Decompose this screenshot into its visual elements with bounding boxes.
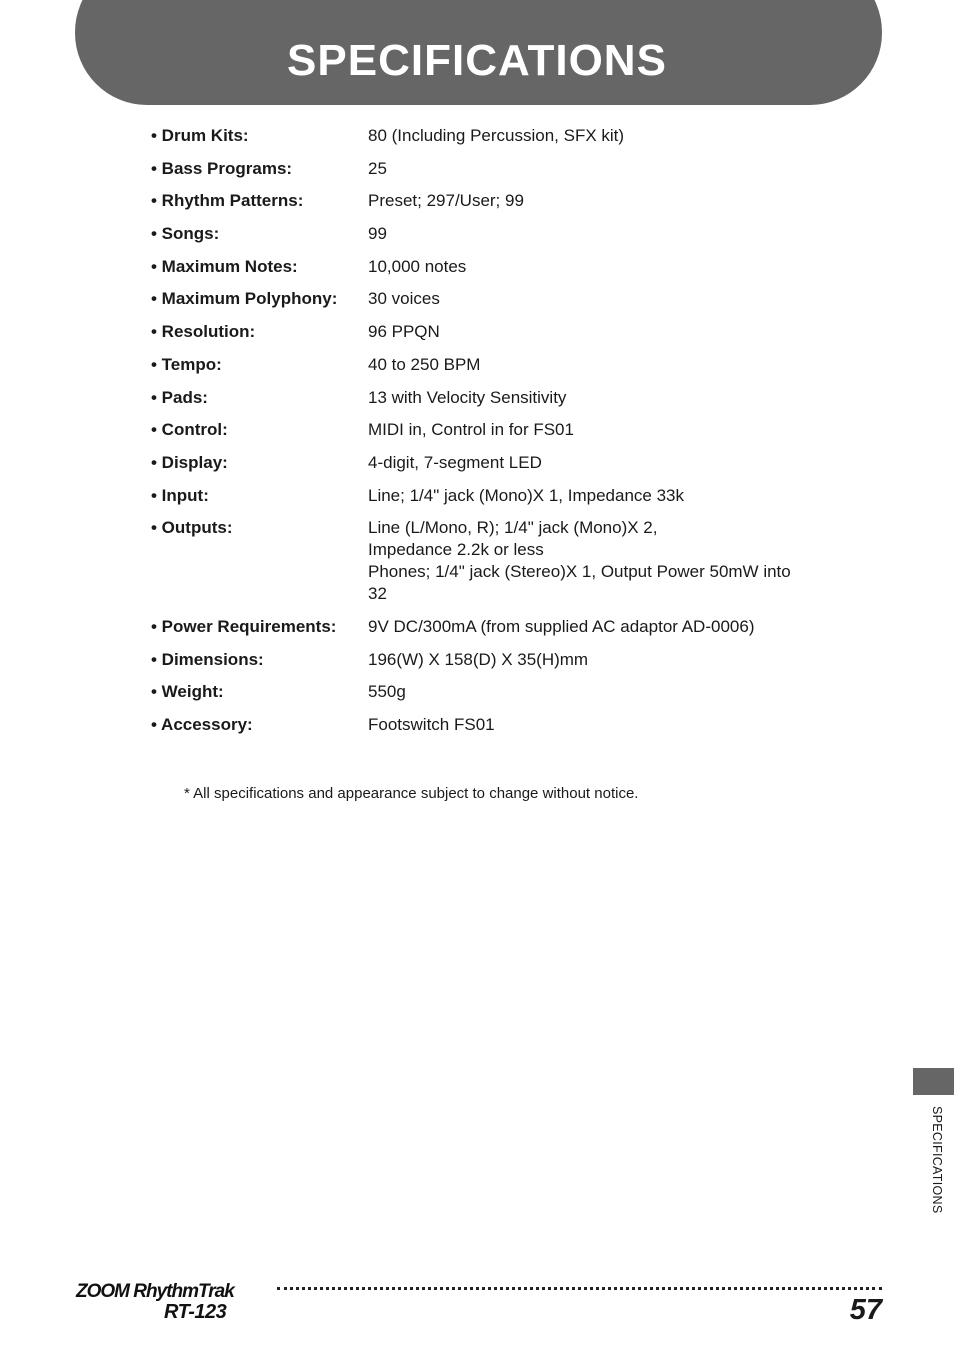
spec-label: • Accessory: [151, 715, 253, 734]
page-number: 57 [849, 1294, 882, 1326]
spec-label: • Outputs: [151, 518, 233, 538]
spec-label: • Weight: [151, 682, 224, 702]
section-tab-label: SPECIFICATIONS [930, 1106, 944, 1214]
spec-label: • Input: [151, 485, 209, 505]
spec-label: • Songs: [151, 224, 220, 244]
footer-dotted-rule [277, 1287, 882, 1290]
spec-row [151, 616, 851, 638]
spec-value [368, 321, 851, 343]
spec-value-line: 550g [368, 682, 406, 702]
spec-value-line: Line (L/Mono, R); 1/4" jack (Mono)X 2, [368, 518, 658, 538]
spec-value-line: 25 [368, 158, 387, 178]
spec-label: • Bass Programs: [151, 158, 293, 178]
spec-value-line: 32 [368, 584, 387, 604]
spec-row [151, 485, 851, 507]
spec-row [151, 321, 851, 343]
spec-value-line: 99 [368, 224, 387, 244]
spec-value-line: 196(W) X 158(D) X 35(H)mm [368, 649, 589, 669]
spec-value-line: Preset; 297/User; 99 [368, 191, 524, 211]
spec-label: • Display: [151, 452, 228, 472]
section-tab-marker [913, 1068, 954, 1095]
spec-value-line: 13 with Velocity Sensitivity [368, 387, 567, 407]
spec-value-line: 30 voices [368, 289, 440, 309]
spec-row [151, 223, 851, 245]
spec-value [368, 649, 851, 671]
spec-value-line: 40 to 250 BPM [368, 354, 481, 374]
footnote: * All specifications and appearance subject to change without notice. [184, 785, 639, 802]
spec-row [151, 419, 851, 441]
spec-row [151, 125, 851, 147]
spec-value [368, 616, 851, 638]
spec-list [151, 125, 851, 747]
spec-value [368, 419, 851, 441]
brand-logo-line1: ZOOM RhythmTrak [76, 1281, 234, 1302]
spec-label: • Tempo: [151, 354, 222, 374]
spec-value [368, 223, 851, 245]
spec-row [151, 452, 851, 474]
spec-label: • Drum Kits: [151, 126, 249, 145]
spec-value [368, 517, 851, 605]
spec-value-line: 10,000 notes [368, 256, 467, 276]
spec-row [151, 288, 851, 310]
spec-value-line: Phones; 1/4" jack (Stereo)X 1, Output Power 50mW into [368, 562, 791, 582]
brand-logo [76, 1282, 266, 1322]
spec-row [151, 714, 851, 736]
spec-value [368, 256, 851, 278]
spec-value [368, 288, 851, 310]
spec-value-line: 96 PPQN [368, 322, 440, 342]
spec-value [368, 681, 851, 703]
spec-value [368, 125, 851, 147]
spec-row [151, 158, 851, 180]
spec-label: • Pads: [151, 387, 208, 407]
spec-value [368, 158, 851, 180]
page-title: SPECIFICATIONS [287, 36, 667, 85]
spec-label: • Resolution: [151, 322, 256, 342]
spec-row [151, 681, 851, 703]
spec-value-line: 80 (Including Percussion, SFX kit) [368, 126, 625, 145]
spec-row [151, 387, 851, 409]
spec-label: • Control: [151, 420, 228, 440]
spec-row [151, 649, 851, 671]
spec-row [151, 190, 851, 212]
spec-row [151, 354, 851, 376]
spec-value [368, 190, 851, 212]
spec-value-line: MIDI in, Control in for FS01 [368, 420, 574, 440]
spec-label: • Maximum Polyphony: [151, 289, 338, 309]
spec-value-line: 9V DC/300mA (from supplied AC adaptor AD-0006) [368, 616, 755, 636]
spec-label: • Dimensions: [151, 649, 264, 669]
spec-label: • Power Requirements: [151, 616, 337, 636]
spec-label: • Rhythm Patterns: [151, 191, 304, 211]
spec-value-line: Impedance 2.2k or less [368, 540, 544, 560]
spec-value-line: Footswitch FS01 [368, 715, 495, 734]
spec-value [368, 452, 851, 474]
spec-value [368, 354, 851, 376]
spec-row [151, 517, 851, 605]
brand-logo-line2: RT-123 [164, 1301, 227, 1323]
spec-value [368, 387, 851, 409]
spec-value [368, 714, 851, 736]
spec-label: • Maximum Notes: [151, 256, 298, 276]
spec-row [151, 256, 851, 278]
spec-value-line: 4-digit, 7-segment LED [368, 452, 542, 472]
spec-value-line: Line; 1/4" jack (Mono)X 1, Impedance 33k [368, 485, 684, 505]
spec-value [368, 485, 851, 507]
